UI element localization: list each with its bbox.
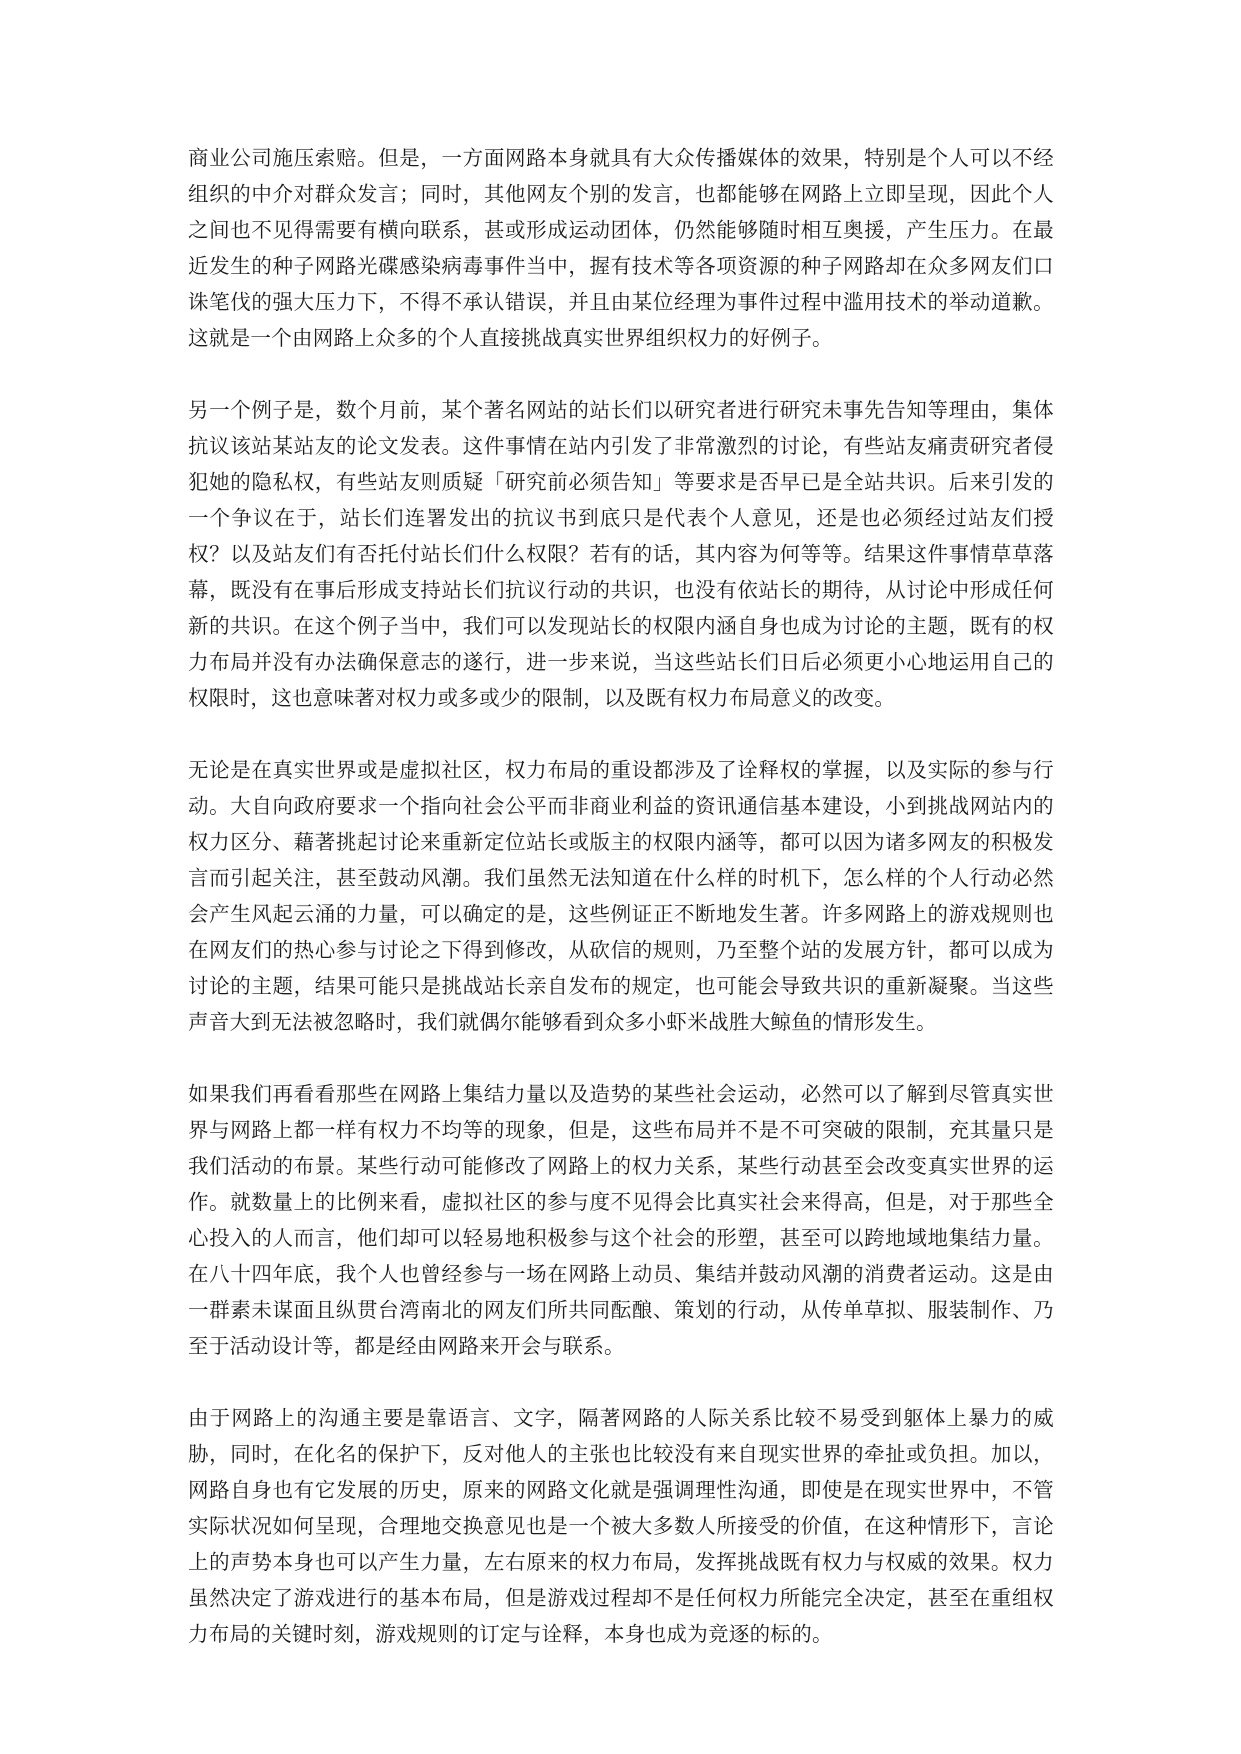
- paragraph-5: 由于网路上的沟通主要是靠语言、文字，隔著网路的人际关系比较不易受到躯体上暴力的威胁，同时，在化名的保护下，反对他人的主张也比较没有来自现实世界的牵扯或负担。加以，网路自身也有它发展的历史，原来的网路文化就是强调理性沟通，即使是在现实世界中，不管实际状况如何呈现，合理地交换意见也是一个被大多数人所接受的价值，在这种情形下，言论上的声势本身也可以产生力量，左右原来的权力布局，发挥挑战既有权力与权威的效果。权力虽然决定了游戏进行的基本布局，但是游戏过程却不是任何权力所能完全决定，甚至在重组权力布局的关键时刻，游戏规则的订定与诠释，本身也成为竞逐的标的。: [188, 1406, 1054, 1646]
- paragraph-4: 如果我们再看看那些在网路上集结力量以及造势的某些社会运动，必然可以了解到尽管真实世界与网路上都一样有权力不均等的现象，但是，这些布局并不是不可突破的限制，充其量只是我们活动的布景。某些行动可能修改了网路上的权力关系，某些行动甚至会改变真实世界的运作。就数量上的比例来看，虚拟社区的参与度不见得会比真实社会来得高，但是，对于那些全心投入的人而言，他们却可以轻易地积极参与这个社会的形塑，甚至可以跨地域地集结力量。在八十四年底，我个人也曾经参与一场在网路上动员、集结并鼓动风潮的消费者运动。这是由一群素未谋面且纵贯台湾南北的网友们所共同酝酿、策划的行动，从传单草拟、服装制作、乃至于活动设计等，都是经由网路来开会与联系。: [188, 1082, 1054, 1358]
- paragraph-3: 无论是在真实世界或是虚拟社区，权力布局的重设都涉及了诠释权的掌握，以及实际的参与行动。大自向政府要求一个指向社会公平而非商业利益的资讯通信基本建设，小到挑战网站内的权力区分、藉著挑起讨论来重新定位站长或版主的权限内涵等，都可以因为诸多网友的积极发言而引起关注，甚至鼓动风潮。我们虽然无法知道在什么样的时机下，怎么样的个人行动必然会产生风起云涌的力量，可以确定的是，这些例证正不断地发生著。许多网路上的游戏规则也在网友们的热心参与讨论之下得到修改，从砍信的规则，乃至整个站的发展方针，都可以成为讨论的主题，结果可能只是挑战站长亲自发布的规定，也可能会导致共识的重新凝聚。当这些声音大到无法被忽略时，我们就偶尔能够看到众多小虾米战胜大鲸鱼的情形发生。: [188, 758, 1054, 1034]
- paragraph-1: 商业公司施压索赔。但是，一方面网路本身就具有大众传播媒体的效果，特别是个人可以不经组织的中介对群众发言；同时，其他网友个别的发言，也都能够在网路上立即呈现，因此个人之间也不见得需要有横向联系，甚或形成运动团体，仍然能够随时相互奥援，产生压力。在最近发生的种子网路光碟感染病毒事件当中，握有技术等各项资源的种子网路却在众多网友们口诛笔伐的强大压力下，不得不承认错误，并且由某位经理为事件过程中滥用技术的举动道歉。这就是一个由网路上众多的个人直接挑战真实世界组织权力的好例子。: [188, 146, 1054, 350]
- paragraph-2: 另一个例子是，数个月前，某个著名网站的站长们以研究者进行研究未事先告知等理由，集体抗议该站某站友的论文发表。这件事情在站内引发了非常激烈的讨论，有些站友痛责研究者侵犯她的隐私权，有些站友则质疑「研究前必须告知」等要求是否早已是全站共识。后来引发的一个争议在于，站长们连署发出的抗议书到底只是代表个人意见，还是也必须经过站友们授权？以及站友们有否托付站长们什么权限？若有的话，其内容为何等等。结果这件事情草草落幕，既没有在事后形成支持站长们抗议行动的共识，也没有依站长的期待，从讨论中形成任何新的共识。在这个例子当中，我们可以发现站长的权限内涵自身也成为讨论的主题，既有的权力布局并没有办法确保意志的遂行，进一步来说，当这些站长们日后必须更小心地运用自己的权限时，这也意味著对权力或多或少的限制，以及既有权力布局意义的改变。: [188, 398, 1054, 710]
- document-page: [188, 140, 1054, 1688]
